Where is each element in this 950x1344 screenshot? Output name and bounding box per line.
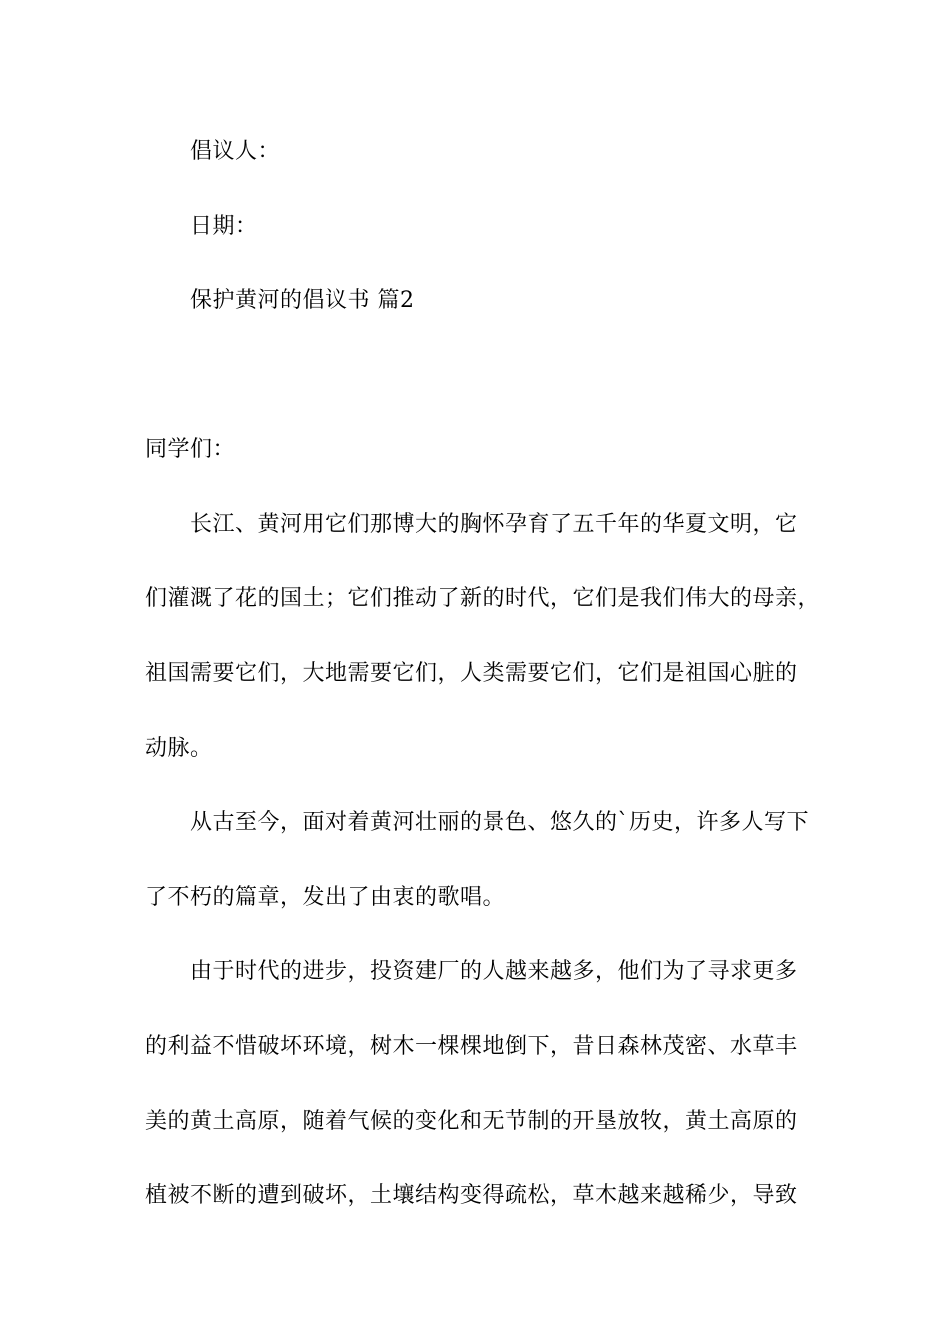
paragraph-2-line-1: 从古至今，面对着黄河壮丽的景色、悠久的`历史，许多人写下 — [190, 810, 810, 835]
paragraph-3-line-3: 美的黄土高原，随着气候的变化和无节制的开垦放牧，黄土高原的 — [145, 1109, 798, 1134]
paragraph-3-line-4: 植被不断的遭到破坏，土壤结构变得疏松，草木越来越稀少，导致 — [145, 1183, 798, 1208]
paragraph-1-line-4: 动脉。 — [145, 736, 213, 761]
paragraph-1-line-1: 长江、黄河用它们那博大的胸怀孕育了五千年的华夏文明，它 — [190, 512, 798, 537]
paragraph-1-line-3: 祖国需要它们，大地需要它们，人类需要它们，它们是祖国心脏的 — [145, 661, 798, 686]
paragraph-3-line-1: 由于时代的进步，投资建厂的人越来越多，他们为了寻求更多 — [190, 959, 798, 984]
salutation: 同学们： — [145, 437, 236, 462]
paragraph-3-line-2: 的利益不惜破坏环境，树木一棵棵地倒下，昔日森林茂密、水草丰 — [145, 1034, 798, 1059]
proposer-label: 倡议人： — [190, 139, 281, 164]
paragraph-2-line-2: 了不朽的篇章，发出了由衷的歌唱。 — [145, 885, 506, 910]
section-title: 保护黄河的倡议书 篇2 — [190, 288, 415, 313]
paragraph-1-line-2: 们灌溉了花的国土；它们推动了新的时代，它们是我们伟大的母亲， — [145, 586, 821, 611]
date-label: 日期： — [190, 214, 258, 239]
